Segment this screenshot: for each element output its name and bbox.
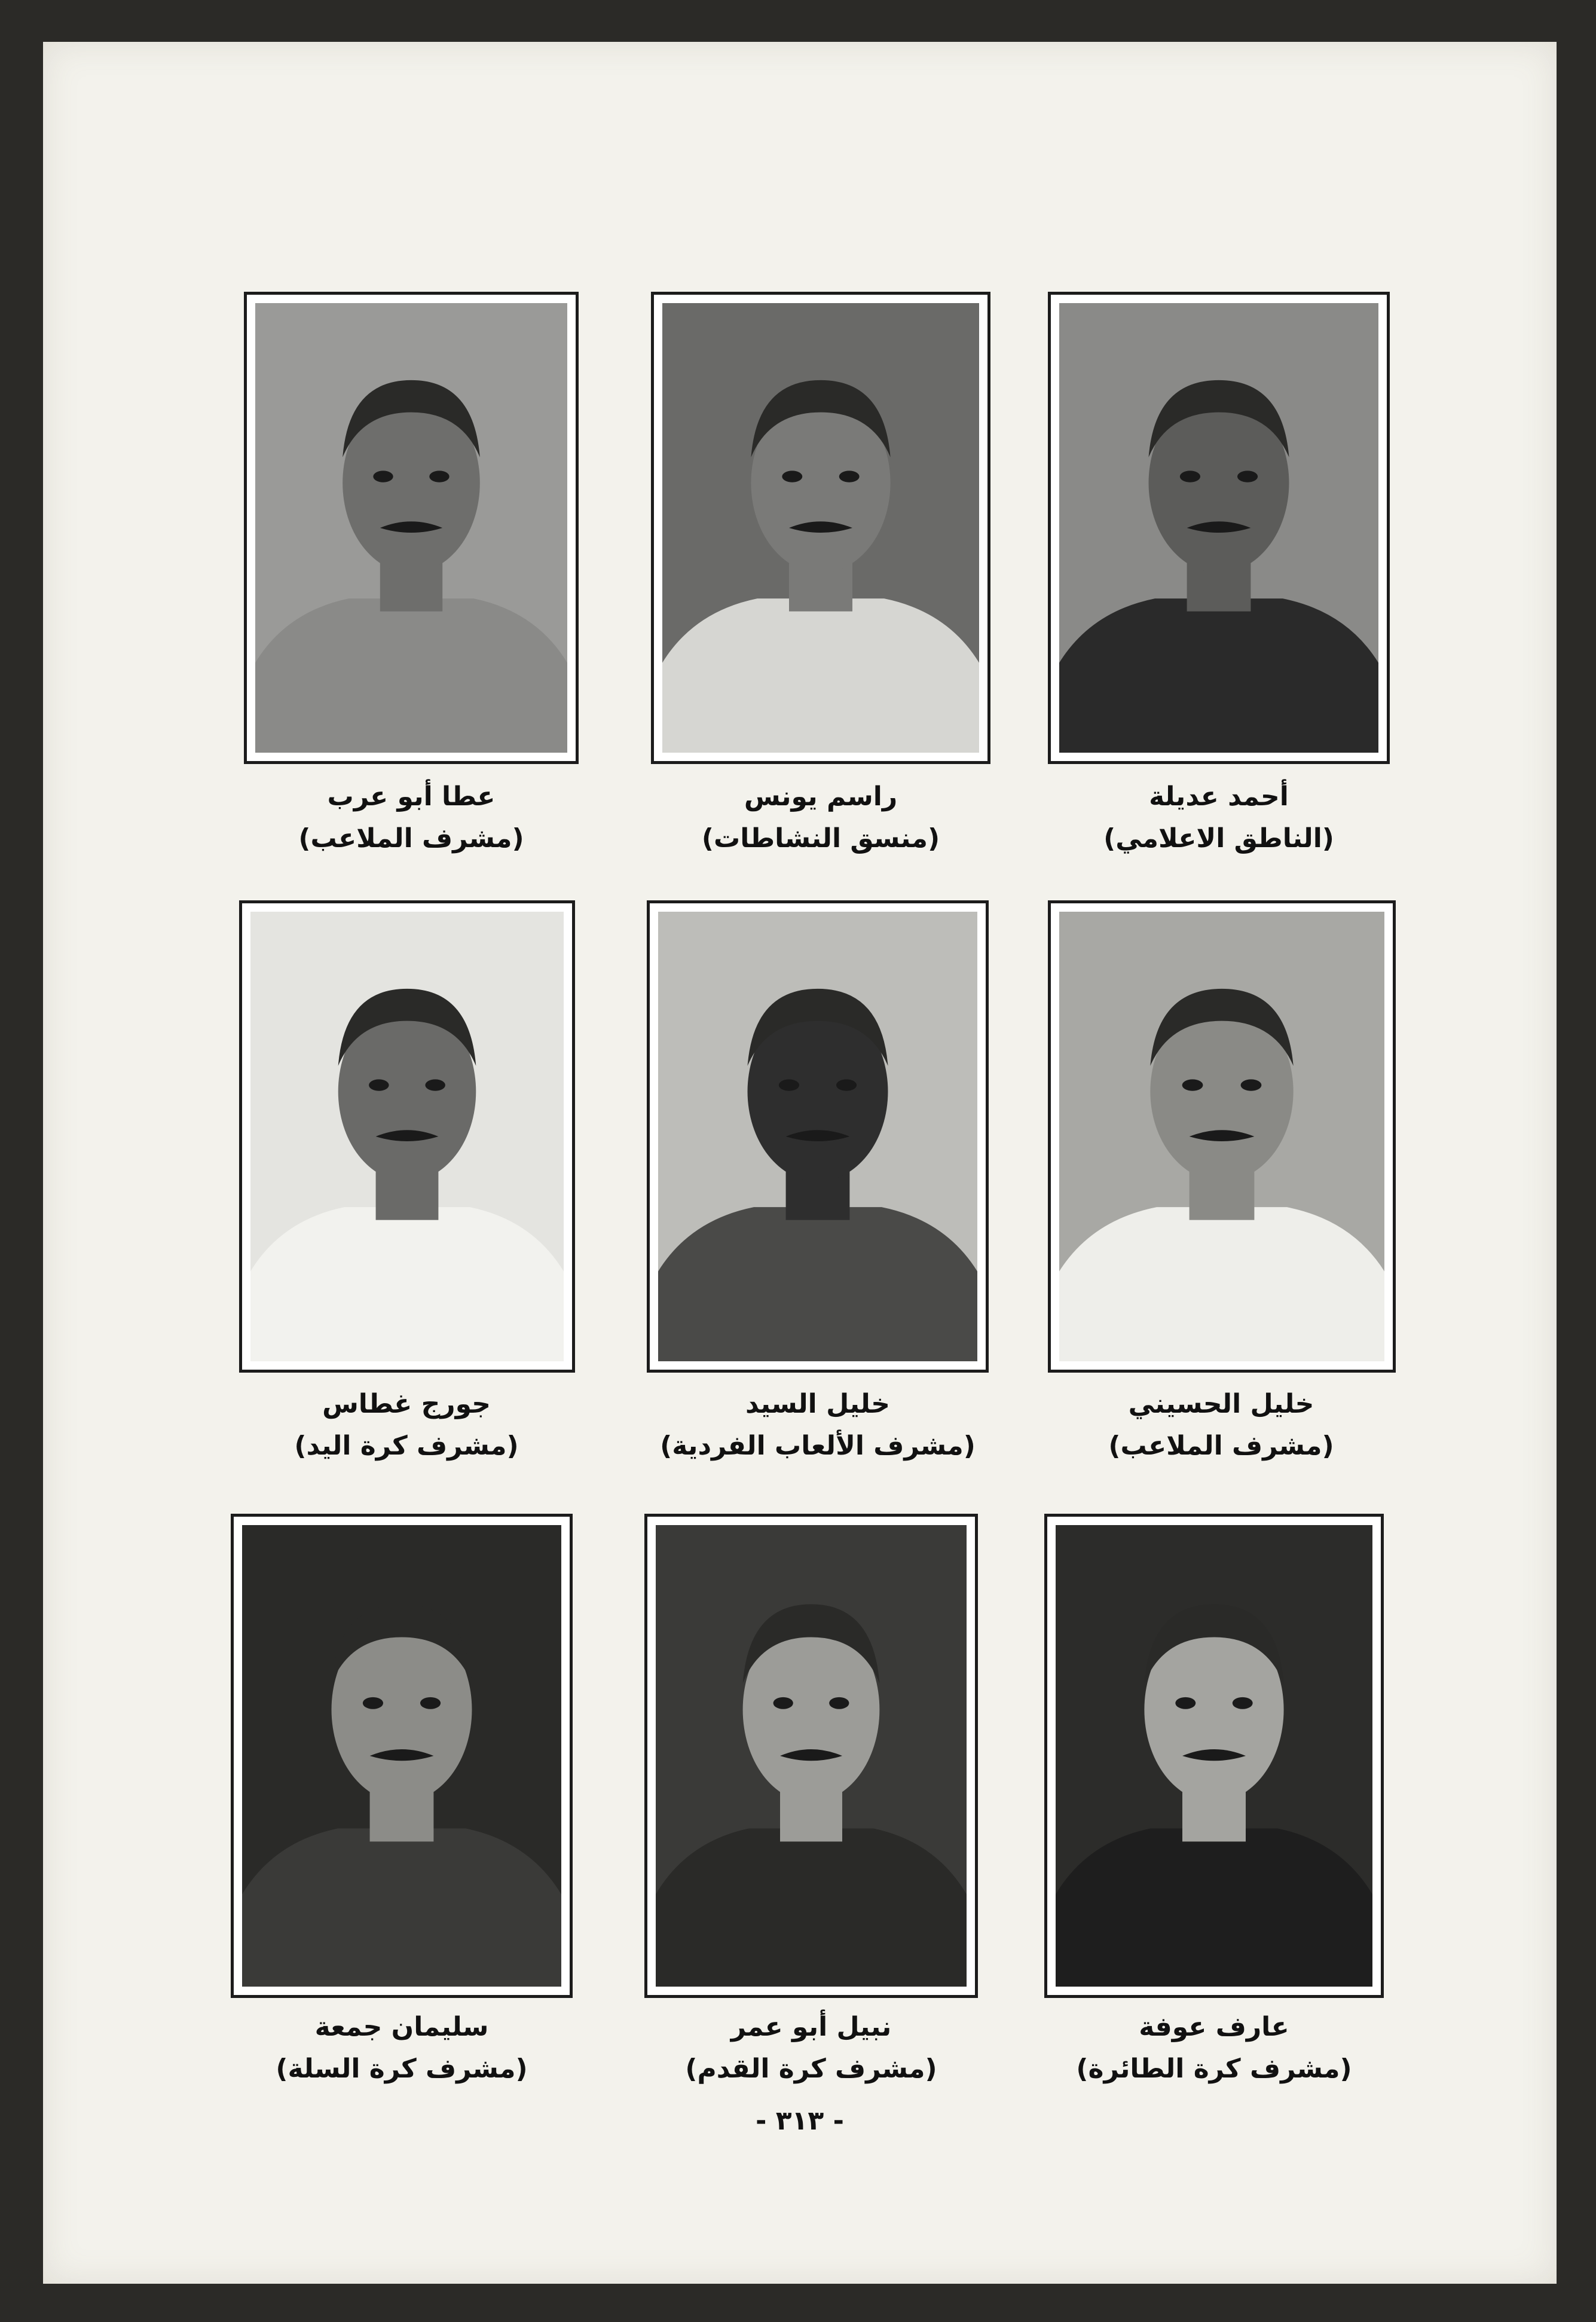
portrait-caption	[1010, 776, 1428, 860]
portrait-caption	[609, 1383, 1027, 1467]
person-role: (الناطق الاعلامي)	[1103, 823, 1334, 854]
shoulders	[242, 1828, 561, 1987]
person-role: (مشرف الألعاب الفردية)	[660, 1431, 976, 1461]
portrait-frame	[244, 292, 579, 764]
right-eye	[1233, 1697, 1253, 1709]
person-name: نبيل أبو عمر	[730, 2012, 892, 2042]
person-name: سليمان جمعة	[314, 2012, 489, 2042]
person-name: جورج غطاس	[322, 1389, 491, 1419]
portrait-caption	[1005, 2006, 1423, 2090]
person-role: (مشرف كرة القدم)	[685, 2054, 937, 2084]
left-eye	[363, 1697, 383, 1709]
right-eye	[829, 1697, 849, 1709]
portrait-caption	[612, 776, 1030, 860]
person-role: (مشرف الملاعب)	[1108, 1431, 1334, 1461]
person-name: عارف عوفة	[1139, 2012, 1289, 2042]
portrait-photo	[255, 303, 567, 753]
right-eye	[425, 1079, 445, 1090]
portrait-photo	[1059, 912, 1384, 1361]
shoulders	[1059, 598, 1378, 753]
portrait-caption	[602, 2006, 1020, 2090]
right-eye	[839, 470, 860, 482]
portrait-image	[656, 1525, 967, 1987]
portrait-image	[242, 1525, 561, 1987]
person-role: (مشرف كرة الطائرة)	[1076, 2054, 1352, 2084]
left-eye	[369, 1079, 389, 1090]
portrait-image	[662, 303, 979, 753]
portrait-photo	[1056, 1525, 1372, 1987]
person-role: (مشرف كرة اليد)	[294, 1431, 519, 1461]
shoulders	[656, 1828, 967, 1987]
person-name: عطا أبو عرب	[327, 781, 496, 812]
portrait-frame	[1044, 1514, 1384, 1998]
portrait-frame	[647, 900, 989, 1373]
left-eye	[779, 1079, 799, 1090]
shoulders	[658, 1207, 977, 1361]
portrait-frame	[231, 1514, 573, 1998]
person-role: (مشرف كرة السلة)	[276, 2054, 528, 2084]
portrait-frame	[239, 900, 575, 1373]
document-page	[43, 42, 1557, 2284]
portrait-image	[1059, 912, 1384, 1361]
portrait-image	[255, 303, 567, 753]
portrait-frame	[1048, 292, 1390, 764]
shoulders	[662, 598, 979, 753]
portrait-photo	[250, 912, 564, 1361]
person-name: خليل الحسيني	[1128, 1389, 1314, 1419]
page-number: - ٣١٣ -	[756, 2106, 844, 2136]
shoulders	[255, 598, 567, 753]
right-eye	[836, 1079, 857, 1090]
portrait-photo	[658, 912, 977, 1361]
left-eye	[1180, 470, 1200, 482]
person-name: خليل السيد	[745, 1389, 890, 1419]
portrait-photo	[656, 1525, 967, 1987]
portrait-frame	[1048, 900, 1396, 1373]
portrait-frame	[651, 292, 990, 764]
left-eye	[1182, 1079, 1203, 1090]
portrait-image	[658, 912, 977, 1361]
portrait-photo	[1059, 303, 1378, 753]
portrait-image	[1056, 1525, 1372, 1987]
left-eye	[782, 470, 802, 482]
portrait-photo	[242, 1525, 561, 1987]
left-eye	[773, 1697, 793, 1709]
shoulders	[1059, 1207, 1384, 1361]
portrait-image	[1059, 303, 1378, 753]
left-eye	[1175, 1697, 1196, 1709]
portrait-caption	[192, 2006, 611, 2090]
person-name: أحمد عديلة	[1149, 781, 1289, 812]
person-role: (منسق النشاطات)	[701, 823, 940, 854]
portrait-caption	[202, 776, 620, 860]
shoulders	[1056, 1828, 1372, 1987]
right-eye	[429, 470, 449, 482]
portrait-caption	[1012, 1383, 1430, 1467]
right-eye	[1237, 470, 1258, 482]
shoulders	[250, 1207, 564, 1361]
portrait-frame	[644, 1514, 978, 1998]
left-eye	[373, 470, 393, 482]
portrait-caption	[197, 1383, 616, 1467]
person-name: راسم يونس	[744, 781, 898, 812]
right-eye	[1241, 1079, 1262, 1090]
right-eye	[420, 1697, 441, 1709]
portrait-photo	[662, 303, 979, 753]
person-role: (مشرف الملاعب)	[298, 823, 524, 854]
portrait-image	[250, 912, 564, 1361]
